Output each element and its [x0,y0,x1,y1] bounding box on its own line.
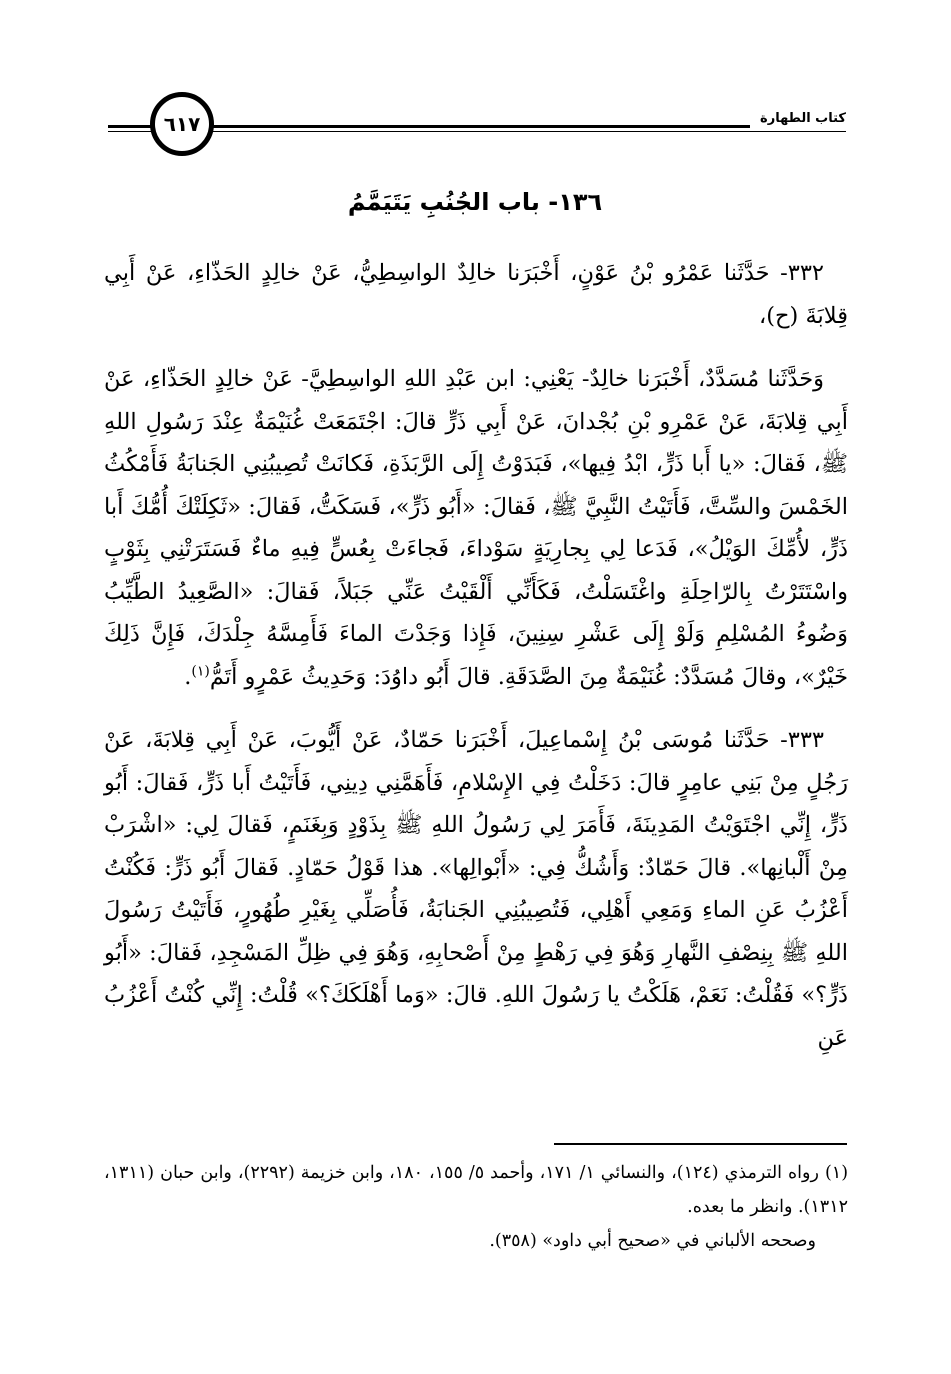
header-rule-thin [108,131,846,132]
body-text [104,252,848,1080]
page-number-badge: ٦١٧ [150,92,214,156]
footnote-separator [554,1143,847,1145]
hadith-text: وَحَدَّثَنا مُسَدَّدٌ، أَخْبَرَنا خالِدٌ- يَعْنِي: ابن عَبْدِ اللهِ الواسِطِيَّ- عَنْ خالِدٍ الحَذّاءِ، عَنْ أَبِي قِلابَةَ، عَنْ عَمْرِو بْنِ بُجْدانَ، عَنْ أَبِي ذَرٍّ قالَ: اجْتَمَعَتْ غُنَيْمَةٌ عِنْدَ رَسُولِ اللهِ ﷺ، فَقالَ: «يا أَبا ذَرٍّ، ابْدُ فِيها»، فَبَدَوْتُ إِلَى الرَّبَذَةِ، فَكانَتْ تُصِيبُنِي الجَنابَةُ فَأَمْكُثُ الخَمْسَ والسِّتَّ، فَأَتَيْتُ النَّبِيَّ ﷺ، فَقالَ: «أَبُو ذَرٍّ»، فَسَكَتُّ، فَقالَ: «ثَكِلَتْكَ أُمُّكَ أَبا ذَرٍّ، لأُمِّكَ الوَيْلُ»، فَدَعا لِي بِجارِيَةٍ سَوْداءَ، فَجاءَتْ بِعُسٍّ فِيهِ ماءٌ فَسَتَرَتْنِي بِثَوْبٍ واسْتَتَرْتُ بِالرّاحِلَةِ واغْتَسَلْتُ، فَكَأَنِّي أَلْقَيْتُ عَنِّي جَبَلاً، فَقالَ: «الصَّعِيدُ الطَّيِّبُ وَضُوءُ المُسْلِمِ وَلَوْ إِلَى عَشْرِ سِنِينَ، فَإِذا وَجَدْتَ الماءَ فَأَمِسَّهُ جِلْدَكَ، فَإِنَّ ذَلِكَ خَيْرٌ»، وقالَ مُسَدَّدٌ: غُنَيْمَةٌ مِنَ الصَّدَقَةِ. قالَ أَبُو داوُدَ: وَحَدِيثُ عَمْرٍو أَتَمُّ [104,366,848,690]
paragraph-end-mark: . [184,663,192,690]
footnote-reference: (١) [191,663,210,679]
hadith-paragraph: ٣٣٢- حَدَّثَنا عَمْرُو بْنُ عَوْنٍ، أَخْبَرَنا خالِدٌ الواسِطِيُّ، عَنْ خالِدٍ الحَذّاءِ، عَنْ أَبِي قِلابَةَ (ح)، [104,260,848,329]
hadith-paragraph: ٣٣٣- حَدَّثَنا مُوسَى بْنُ إِسْماعِيلَ، أَخْبَرَنا حَمّادٌ، عَنْ أَيُّوبَ، عَنْ أَبِي قِلابَةَ، عَنْ رَجُلٍ مِنْ بَنِي عامِرٍ قالَ: دَخَلْتُ فِي الإِسْلامِ، فَأَهَمَّنِي دِينِي، فَأَتَيْتُ أَبا ذَرٍّ، فَقالَ: أَبُو ذَرٍّ، إِنِّي اجْتَوَيْتُ المَدِينَةَ، فَأَمَرَ لِي رَسُولُ اللهِ ﷺ بِذَوْدٍ وَبِغَنَمٍ، فَقالَ لِي: «اشْرَبْ مِنْ أَلْبانِها». قالَ حَمّادٌ: وَأَشُكُّ فِي: «أَبْوالِها». هذا قَوْلُ حَمّادٍ. فَقالَ أَبُو ذَرٍّ: فَكُنْتُ أَعْزُبُ عَنِ الماءِ وَمَعِي أَهْلِي، فَتُصِيبُنِي الجَنابَةُ، فَأُصَلِّي بِغَيْرِ طُهُورٍ، فَأَتَيْتُ رَسُولَ اللهِ ﷺ بِنِصْفِ النَّهارِ وَهُوَ فِي رَهْطٍ مِنْ أَصْحابِهِ، وَهُوَ فِي ظِلِّ المَسْجِدِ، فَقالَ: «أَبُو ذَرٍّ؟» فَقُلْتُ: نَعَمْ، هَلَكْتُ يا رَسُولَ اللهِ. قالَ: «وَما أَهْلَكَكَ؟» قُلْتُ: إِنِّي كُنْتُ أَعْزُبُ عَنِ [104,727,848,1051]
header-rule-thick [108,125,846,128]
footnotes [104,1156,848,1258]
footnote-continuation: وصححه الألباني في «صحيح أبي داود» (٣٥٨). [489,1231,816,1251]
running-header [108,92,846,162]
hadith-paragraph [104,358,848,698]
chapter-title: ١٣٦- باب الجُنُبِ يَتَيَمَّمُ [347,188,603,216]
footnote-item: (١) رواه الترمذي (١٢٤)، والنسائي ١/ ١٧١، وأحمد ٥/ ١٥٥، ١٨٠، وابن خزيمة (٢٢٩٢)، وابن حبان (١٣١١، ١٣١٢). وانظر ما بعده. [104,1163,849,1217]
book-title: كتاب الطهارة [750,108,846,130]
